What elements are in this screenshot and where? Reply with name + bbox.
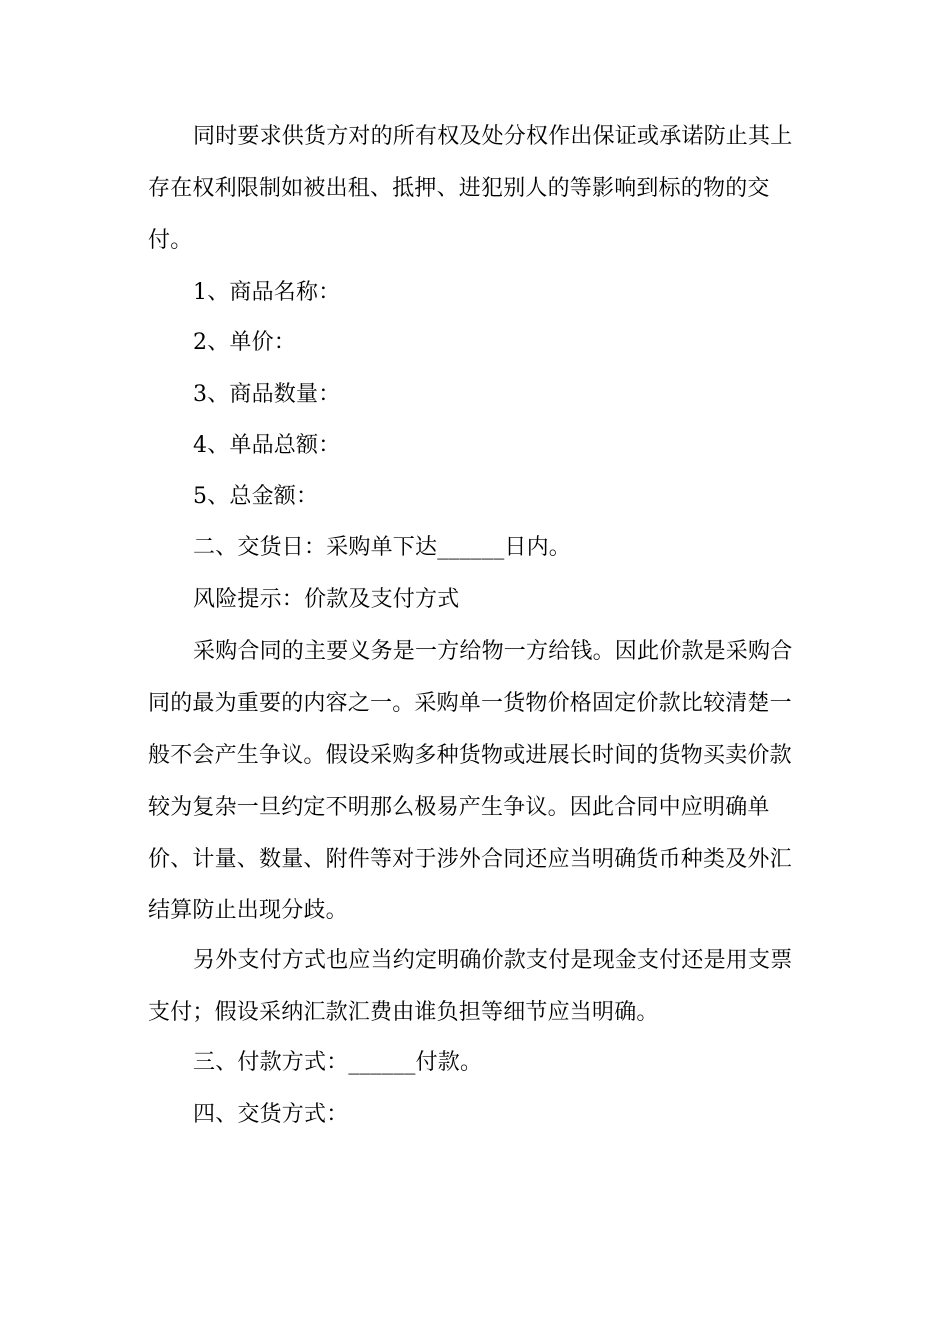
paragraph-line: 采购合同的主要义务是一方给物一方给钱。因此价款是采购合: [193, 639, 793, 664]
paragraph-line: 同的最为重要的内容之一。采购单一货物价格固定价款比较清楚一: [148, 691, 792, 716]
paragraph-line: 较为复杂一旦约定不明那么极易产生争议。因此合同中应明确单: [148, 795, 770, 820]
risk-tip-heading: 风险提示：价款及支付方式: [193, 587, 460, 612]
list-item: 3、商品数量：: [193, 382, 341, 407]
list-item: 2、单价：: [193, 330, 296, 355]
paragraph-line: 同时要求供货方对的所有权及处分权作出保证或承诺防止其上: [193, 124, 793, 149]
paragraph-line: 结算防止出现分歧。: [148, 898, 348, 923]
paragraph-line: 存在权利限制如被出租、抵押、进犯别人的等影响到标的物的交: [148, 176, 770, 201]
list-item: 4、单品总额：: [193, 433, 341, 458]
section-heading: 三、付款方式：______付款。: [193, 1050, 483, 1075]
paragraph-line: 般不会产生争议。假设采购多种货物或进展长时间的货物买卖价款: [148, 743, 792, 768]
section-heading: 四、交货方式：: [193, 1102, 349, 1127]
list-item: 5、总金额：: [193, 484, 319, 509]
list-item: 1、商品名称：: [193, 280, 341, 305]
section-heading: 二、交货日：采购单下达______日内。: [193, 535, 572, 560]
paragraph-line: 价、计量、数量、附件等对于涉外合同还应当明确货币种类及外汇: [148, 847, 792, 872]
paragraph-line: 另外支付方式也应当约定明确价款支付是现金支付还是用支票: [193, 948, 793, 973]
paragraph-line: 支付；假设采纳汇款汇费由谁负担等细节应当明确。: [148, 1000, 659, 1025]
paragraph-line: 付。: [148, 228, 193, 253]
